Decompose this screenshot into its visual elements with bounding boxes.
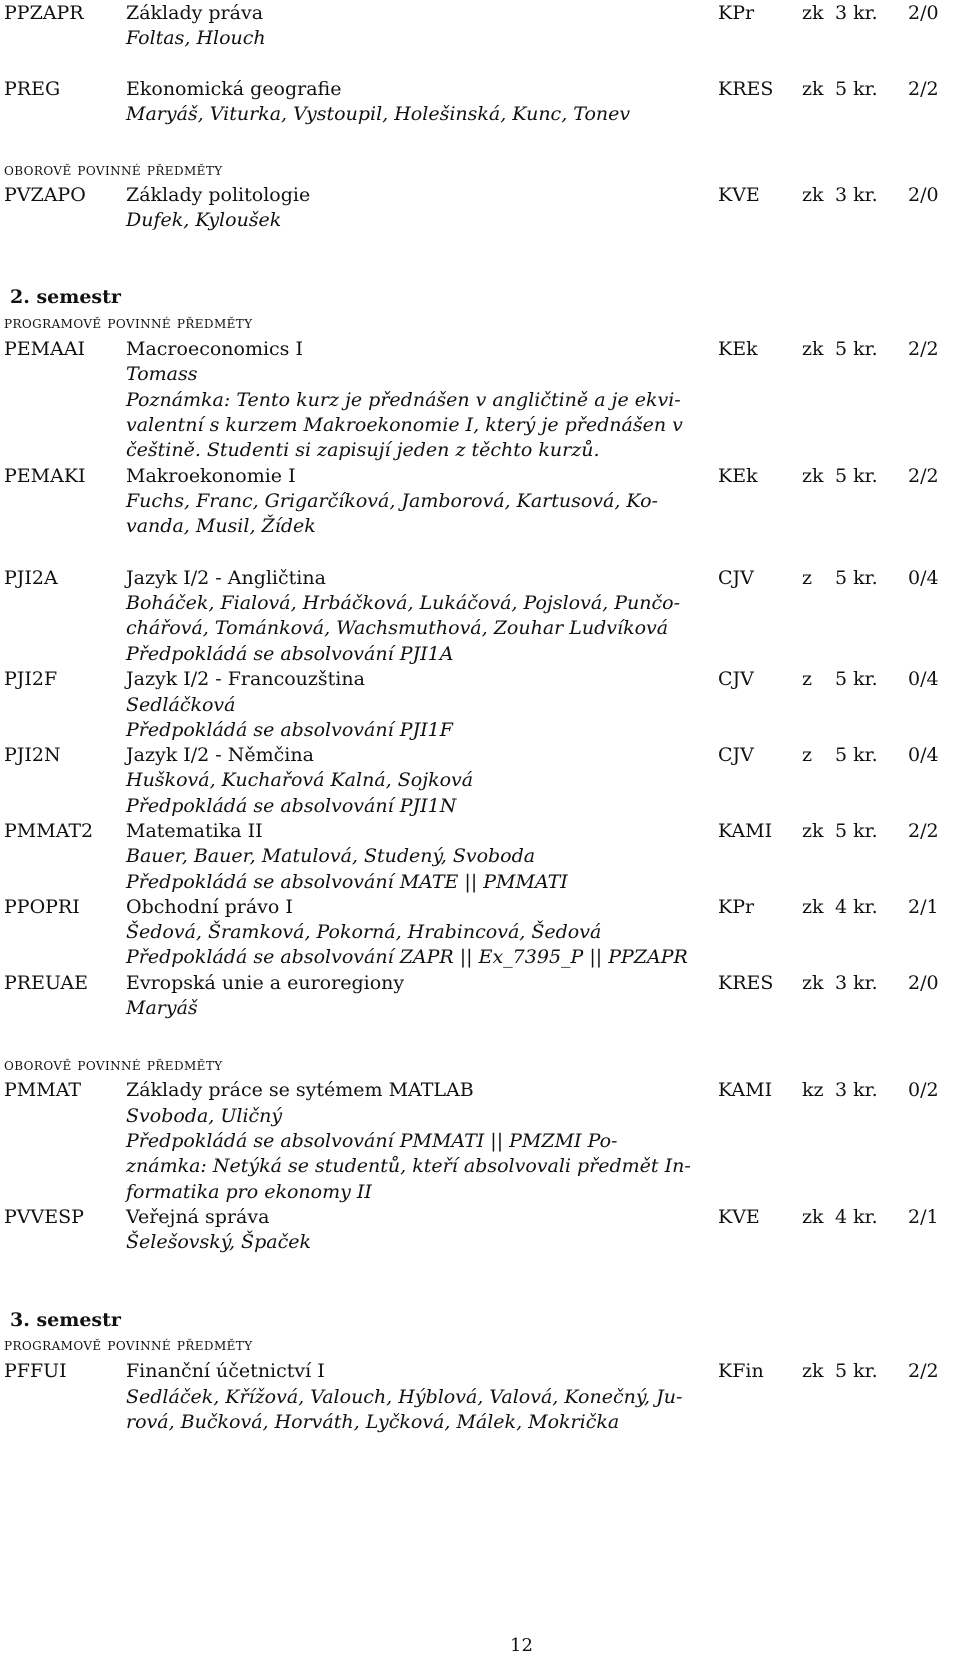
course-exam-type: kz [802, 1079, 824, 1101]
course-title: Základy práva [126, 2, 264, 24]
course-department: CJV [718, 567, 754, 589]
course-teachers: Dufek, Kyloušek [126, 209, 282, 231]
course-hours: 2/1 [908, 1206, 939, 1228]
course-hours: 2/2 [908, 78, 939, 100]
course-credits: 3 kr. [835, 2, 878, 24]
course-code: PJI2A [4, 567, 58, 589]
page-number: 12 [510, 1635, 533, 1656]
course-hours: 0/2 [908, 1079, 939, 1101]
course-teachers: Maryáš [126, 997, 198, 1019]
course-exam-type: zk [802, 78, 824, 100]
course-hours: 2/0 [908, 972, 939, 994]
course-hours: 0/4 [908, 567, 939, 589]
course-hours: 2/1 [908, 896, 939, 918]
course-hours: 0/4 [908, 668, 939, 690]
course-exam-type: zk [802, 896, 824, 918]
course-teachers: Tomass [126, 363, 198, 385]
course-code: PEMAAI [4, 338, 86, 360]
course-credits: 3 kr. [835, 972, 878, 994]
course-credits: 5 kr. [835, 338, 878, 360]
course-code: PREUAE [4, 972, 88, 994]
course-teachers: Fuchs, Franc, Grigarčíková, Jamborová, Kartusová, Ko- [126, 490, 658, 512]
course-exam-type: zk [802, 972, 824, 994]
course-title: Macroeconomics I [126, 338, 303, 360]
course-title: Jazyk I/2 - Němčina [126, 744, 314, 766]
course-prerequisite: Předpokládá se absolvování PJI1F [126, 719, 453, 741]
course-credits: 3 kr. [835, 1079, 878, 1101]
course-exam-type: z [802, 567, 813, 589]
course-credits: 5 kr. [835, 820, 878, 842]
course-title: Evropská unie a euroregiony [126, 972, 405, 994]
course-department: KEk [718, 338, 758, 360]
course-department: CJV [718, 668, 754, 690]
course-department: KAMI [718, 820, 773, 842]
course-hours: 2/2 [908, 1360, 939, 1382]
course-hours: 0/4 [908, 744, 939, 766]
course-teachers: Bauer, Bauer, Matulová, Studený, Svoboda [126, 845, 536, 867]
course-title: Obchodní právo I [126, 896, 293, 918]
course-prerequisite: Předpokládá se absolvování PMMATI || PMZMI Po- [126, 1130, 618, 1152]
course-credits: 5 kr. [835, 668, 878, 690]
course-exam-type: zk [802, 184, 824, 206]
course-hours: 2/2 [908, 465, 939, 487]
course-teachers: rová, Bučková, Horváth, Lyčková, Málek, Mokrička [126, 1411, 620, 1433]
course-title: Finanční účetnictví I [126, 1360, 325, 1382]
course-exam-type: zk [802, 1360, 824, 1382]
course-code: PPZAPR [4, 2, 84, 24]
course-title: Jazyk I/2 - Angličtina [126, 567, 326, 589]
course-prerequisite: Předpokládá se absolvování MATE || PMMATI [126, 871, 568, 893]
course-department: CJV [718, 744, 754, 766]
course-teachers: Foltas, Hlouch [126, 27, 266, 49]
semester-heading: 3. semestr [10, 1309, 121, 1331]
course-exam-type: zk [802, 2, 824, 24]
course-credits: 5 kr. [835, 567, 878, 589]
course-note: známka: Netýká se studentů, kteří absolvovali předmět In- [126, 1155, 691, 1177]
course-code: PJI2F [4, 668, 58, 690]
course-teachers: Maryáš, Viturka, Vystoupil, Holešinská, Kunc, Tonev [126, 103, 631, 125]
course-teachers: Hušková, Kuchařová Kalná, Sojková [126, 769, 474, 791]
course-title: Ekonomická geografie [126, 78, 342, 100]
course-note: valentní s kurzem Makroekonomie I, který je přednášen v [126, 414, 683, 436]
course-exam-type: z [802, 668, 813, 690]
course-exam-type: z [802, 744, 813, 766]
course-title: Makroekonomie I [126, 465, 296, 487]
course-prerequisite: Předpokládá se absolvování ZAPR || Ex_7395_P || PPZAPR [126, 946, 688, 968]
section-heading: programově povinné předměty [4, 1335, 253, 1355]
course-code: PFFUI [4, 1360, 67, 1382]
course-credits: 5 kr. [835, 465, 878, 487]
section-heading: oborově povinné předměty [4, 160, 223, 180]
course-hours: 2/0 [908, 184, 939, 206]
course-note: formatika pro ekonomy II [126, 1181, 372, 1203]
course-teachers: Sedláčková [126, 694, 236, 716]
course-note: Poznámka: Tento kurz je přednášen v angličtině a je ekvi- [126, 389, 681, 411]
course-teachers: Boháček, Fialová, Hrbáčková, Lukáčová, Pojslová, Punčo- [126, 592, 680, 614]
course-teachers: vanda, Musil, Žídek [126, 515, 316, 537]
course-teachers: chářová, Tománková, Wachsmuthová, Zouhar Ludvíková [126, 617, 669, 639]
course-department: KVE [718, 1206, 760, 1228]
course-department: KRES [718, 78, 774, 100]
course-note: češtině. Studenti si zapisují jeden z těchto kurzů. [126, 439, 600, 461]
course-department: KAMI [718, 1079, 773, 1101]
course-exam-type: zk [802, 338, 824, 360]
course-credits: 5 kr. [835, 744, 878, 766]
course-hours: 2/2 [908, 820, 939, 842]
course-credits: 5 kr. [835, 1360, 878, 1382]
course-teachers: Šelešovský, Špaček [126, 1231, 311, 1253]
course-hours: 2/2 [908, 338, 939, 360]
course-title: Základy politologie [126, 184, 311, 206]
course-code: PVVESP [4, 1206, 84, 1228]
section-heading: oborově povinné předměty [4, 1055, 223, 1075]
course-code: PREG [4, 78, 61, 100]
course-credits: 4 kr. [835, 1206, 878, 1228]
course-code: PJI2N [4, 744, 61, 766]
course-credits: 4 kr. [835, 896, 878, 918]
course-department: KEk [718, 465, 758, 487]
course-department: KPr [718, 896, 755, 918]
course-teachers: Sedláček, Křížová, Valouch, Hýblová, Valová, Konečný, Ju- [126, 1386, 683, 1408]
course-department: KFin [718, 1360, 764, 1382]
course-teachers: Šedová, Šramková, Pokorná, Hrabincová, Šedová [126, 921, 602, 943]
course-code: PPOPRI [4, 896, 80, 918]
course-prerequisite: Předpokládá se absolvování PJI1N [126, 795, 457, 817]
course-department: KRES [718, 972, 774, 994]
course-prerequisite: Předpokládá se absolvování PJI1A [126, 643, 454, 665]
course-code: PVZAPO [4, 184, 86, 206]
course-hours: 2/0 [908, 2, 939, 24]
course-code: PMMAT2 [4, 820, 94, 842]
course-exam-type: zk [802, 465, 824, 487]
course-department: KVE [718, 184, 760, 206]
semester-heading: 2. semestr [10, 286, 121, 308]
course-title: Jazyk I/2 - Francouzština [126, 668, 365, 690]
course-credits: 3 kr. [835, 184, 878, 206]
course-code: PEMAKI [4, 465, 86, 487]
course-title: Základy práce se sytémem MATLAB [126, 1079, 474, 1101]
course-credits: 5 kr. [835, 78, 878, 100]
course-title: Veřejná správa [126, 1206, 270, 1228]
course-code: PMMAT [4, 1079, 82, 1101]
section-heading: programově povinné předměty [4, 313, 253, 333]
course-exam-type: zk [802, 1206, 824, 1228]
course-department: KPr [718, 2, 755, 24]
course-teachers: Svoboda, Uličný [126, 1105, 283, 1127]
course-title: Matematika II [126, 820, 263, 842]
course-exam-type: zk [802, 820, 824, 842]
